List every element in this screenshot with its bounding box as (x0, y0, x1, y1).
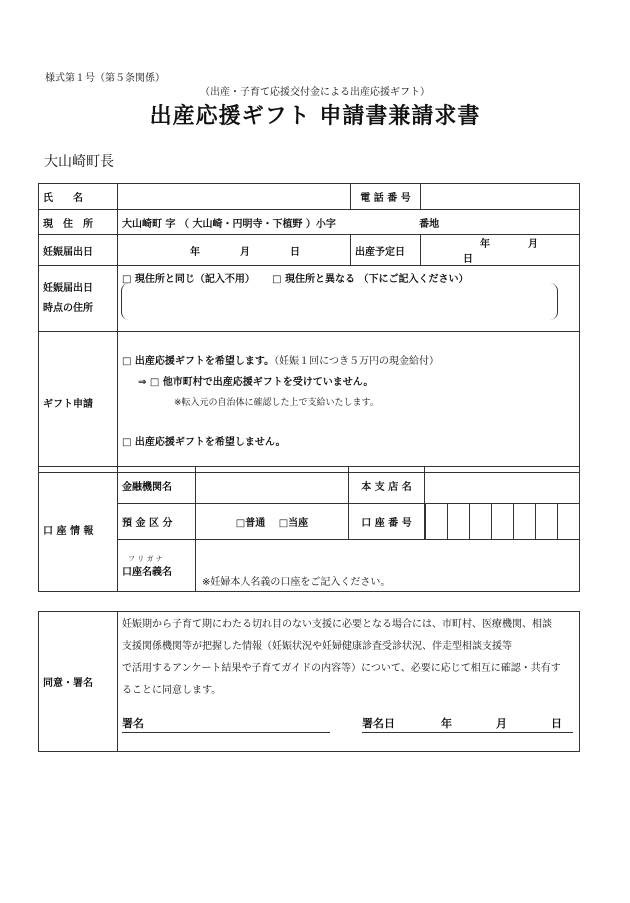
bank-label: 金融機関名 (118, 467, 196, 504)
arrow-icon: ⇒ (138, 377, 147, 388)
gift-want-note: （妊娠１回につき５万円の現金給付） (274, 356, 439, 367)
bank-field[interactable] (196, 467, 349, 504)
due-date-label: 出産予定日 (351, 235, 421, 266)
consent-label: 同意・署名 (39, 612, 118, 752)
form-title: 出産応援ギフト 申請書兼請求書 (149, 104, 481, 129)
signature-date-field[interactable] (362, 716, 573, 733)
month-label: 月 (528, 239, 538, 250)
digit-box[interactable] (513, 504, 535, 539)
year-label: 年 (480, 239, 490, 250)
gift-want-checkbox[interactable]: □ 出産応援ギフトを希望します。 (122, 356, 275, 367)
name-field[interactable] (118, 184, 351, 210)
branch-field[interactable] (425, 467, 580, 504)
same-address-checkbox[interactable]: □ 現住所と同じ（記入不用） (122, 274, 255, 285)
signature-label: 署名 (122, 717, 144, 730)
account-label: 口 座 情 報 (39, 467, 118, 592)
digit-box[interactable] (557, 504, 579, 539)
signature-field[interactable] (122, 716, 330, 733)
consent-text-1: 妊娠期から子育て期にわたる切れ目のない支援に必要となる場合には、市町村、医療機関、相談 (122, 619, 552, 630)
day-label: 日 (551, 717, 562, 730)
gift-other-note: ※転入元の自治体に確認した上で支給いたします。 (174, 398, 379, 408)
consent-text-2: 支援関係機関等が把握した情報（妊娠状況や妊婦健康診査受診状況、伴走型相談支援等 (122, 641, 512, 652)
deposit-type-field[interactable]: □普通 □当座 (196, 504, 349, 540)
year-label: 年 (441, 717, 452, 730)
deposit-type-label: 預 金 区 分 (118, 504, 196, 540)
address-prefix: 大山崎町 字 （ 大山崎・円明寺・下植野 ）小字 (122, 218, 336, 230)
addr-at-time-label-1: 妊娠届出日 (43, 282, 93, 294)
due-date-field[interactable] (421, 235, 580, 266)
furigana-label: フ リ ガ ナ (128, 554, 163, 563)
holder-field[interactable] (196, 540, 580, 592)
holder-label: 口座名義名 (122, 566, 172, 578)
gift-other-checkbox[interactable]: □ 他市町村で出産応援ギフトを受けていません。 (149, 377, 374, 388)
account-no-field[interactable] (425, 504, 580, 540)
phone-label: 電 話 番 号 (351, 184, 421, 210)
pregnancy-date-label: 妊娠届出日 (39, 235, 118, 266)
name-label: 氏 名 (39, 184, 118, 210)
gift-field (118, 332, 580, 473)
phone-field[interactable] (421, 184, 580, 210)
gift-label: ギフト申請 (39, 332, 118, 473)
consent-table (38, 611, 580, 752)
digit-box[interactable] (469, 504, 491, 539)
pregnancy-date-field[interactable] (118, 235, 351, 266)
month-label: 月 (240, 246, 250, 258)
digit-box[interactable] (447, 504, 469, 539)
digit-box[interactable] (535, 504, 557, 539)
form-subtitle: （出産・子育て応援交付金による出産応援ギフト） (200, 87, 430, 98)
signature-date-label: 署名日 (362, 717, 395, 730)
addressee: 大山崎町長 (44, 154, 114, 170)
digit-box[interactable] (425, 504, 447, 539)
account-no-label: 口 座 番 号 (349, 504, 425, 540)
address-label: 現 住 所 (39, 210, 118, 235)
addr-at-time-label-2: 時点の住所 (43, 302, 93, 314)
holder-note: ※妊婦本人名義の口座をご記入ください。 (202, 577, 391, 588)
year-label: 年 (190, 246, 200, 258)
consent-text-3: で活用するアンケート結果や子育てガイドの内容等）について、必要に応じて相互に確認・共有す (122, 663, 561, 674)
gift-not-want-checkbox[interactable]: □ 出産応援ギフトを希望しません。 (122, 437, 286, 448)
address-field[interactable] (118, 210, 580, 235)
application-table (38, 183, 580, 473)
address-bracket (121, 283, 558, 320)
digit-box[interactable] (491, 504, 513, 539)
account-table (38, 466, 580, 592)
day-label: 日 (290, 246, 300, 258)
address-suffix: 番地 (419, 218, 440, 230)
day-label: 日 (463, 254, 473, 265)
month-label: 月 (496, 717, 507, 730)
form-number: 様式第１号（第５条関係） (45, 73, 165, 84)
branch-label: 本 支 店 名 (349, 467, 425, 504)
consent-text-4: ることに同意します。 (122, 685, 222, 696)
different-address-checkbox[interactable]: □ 現住所と異なる （下にご記入ください） (272, 274, 469, 285)
